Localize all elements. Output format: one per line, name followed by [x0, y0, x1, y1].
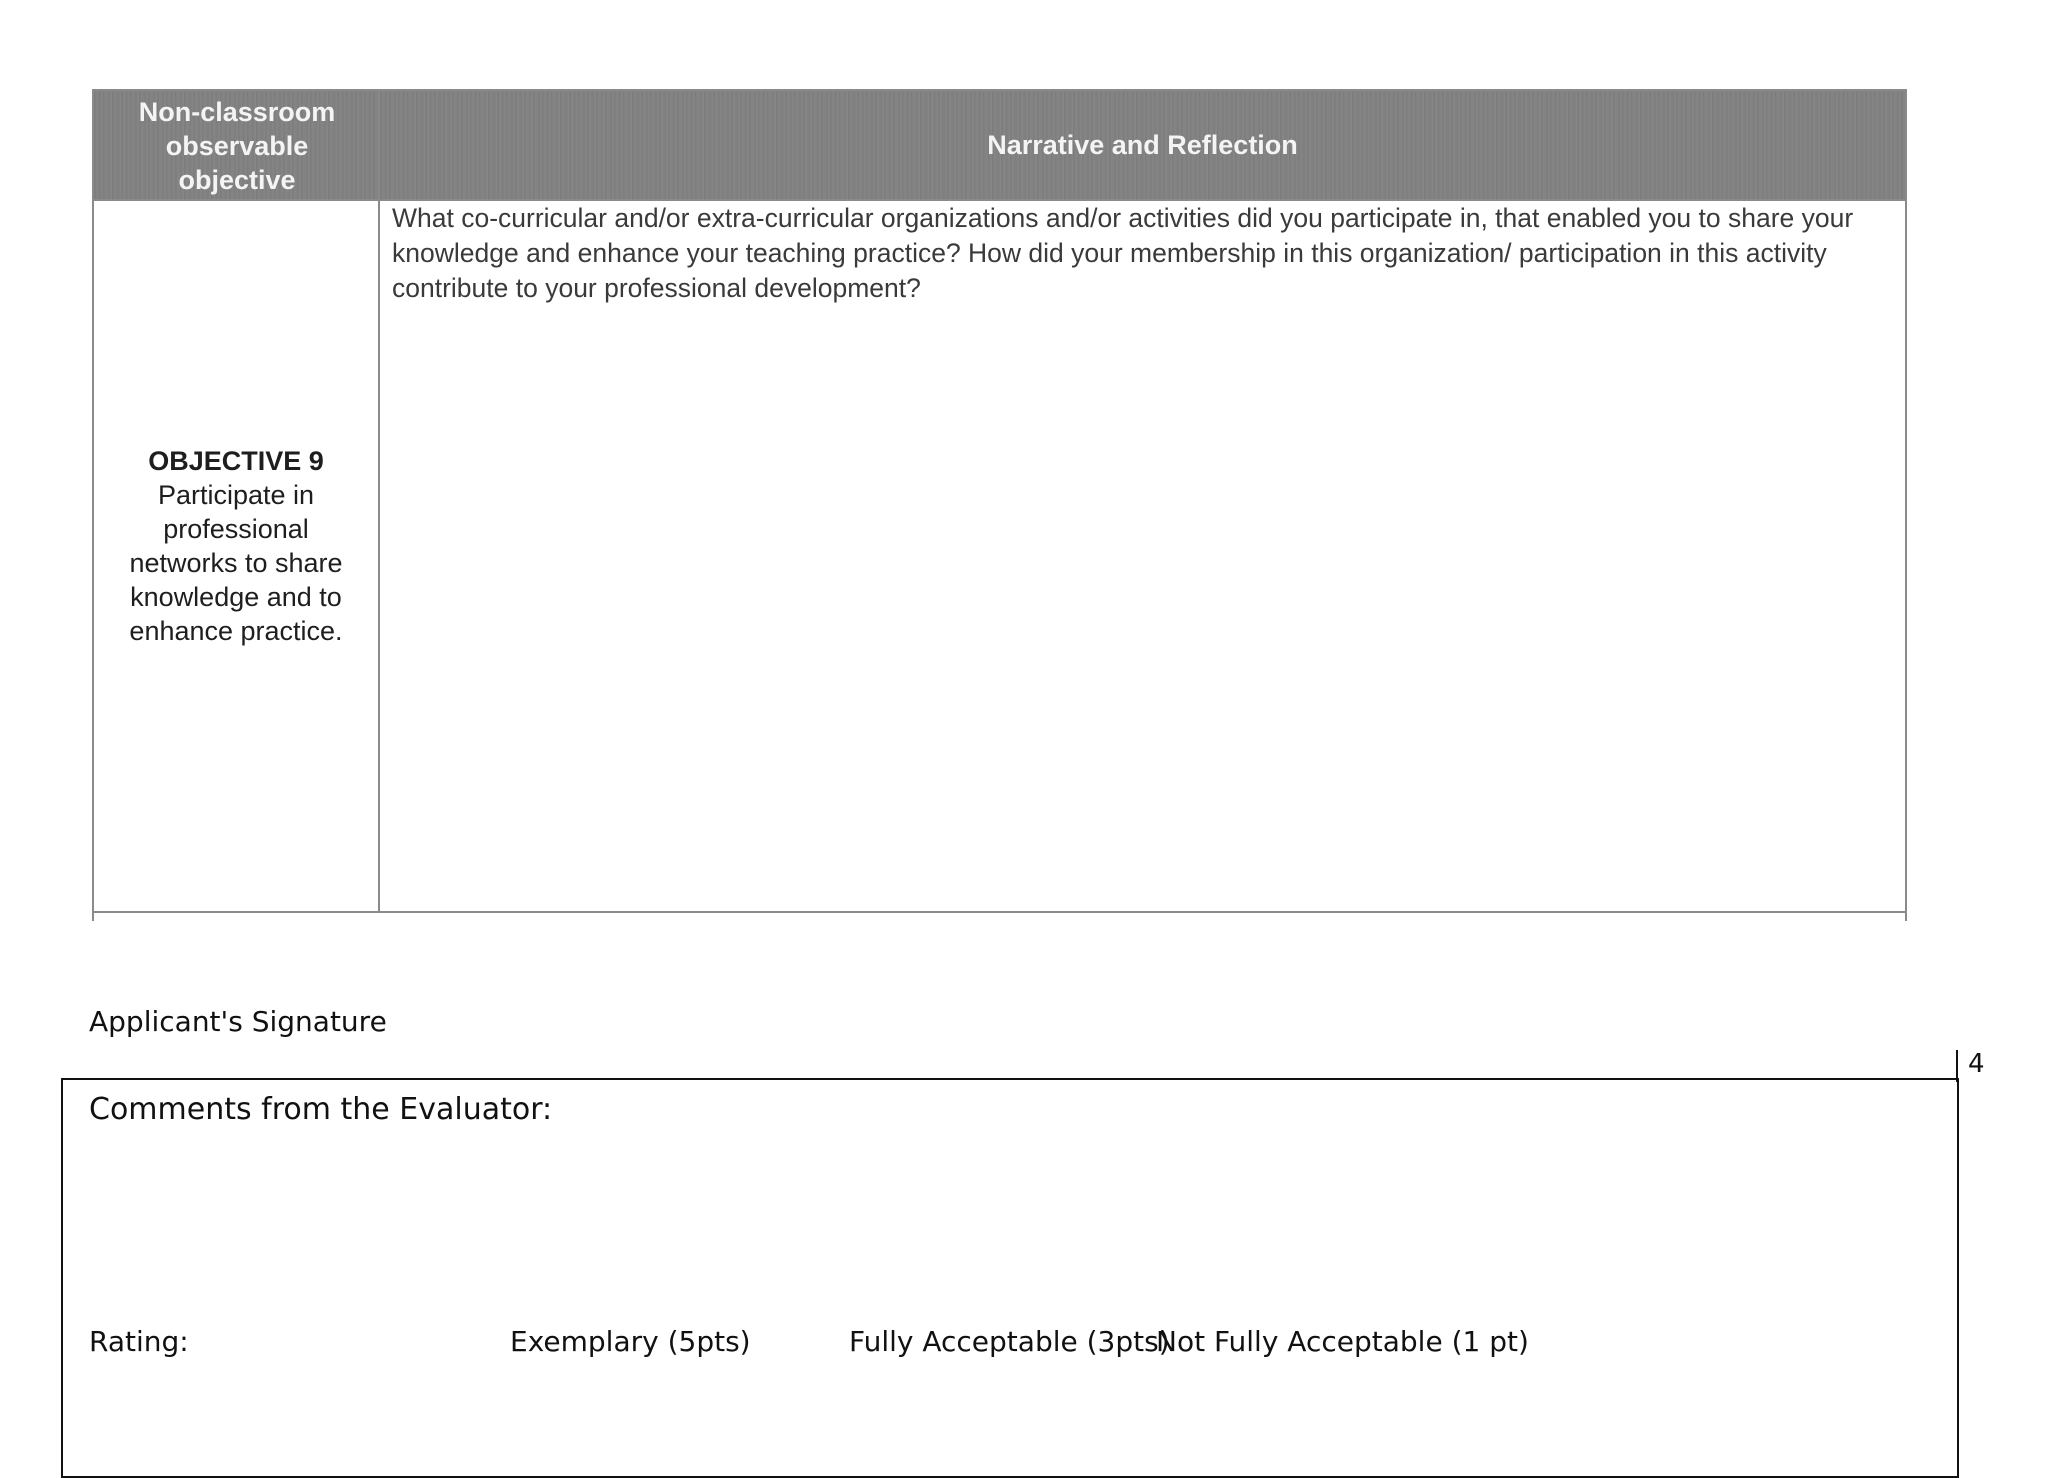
narrative-prompt: What co-curricular and/or extra-curricular organizations and/or activities did you participate in, that enabled you to share your knowledge and enhance your teaching practice? How did your membership in this organization/ participation in this activity contribute to your professional development?: [392, 203, 1854, 303]
objective-cell: [94, 201, 378, 911]
table-edge-tick: [1905, 911, 1907, 921]
rating-option-not-fully-acceptable: Not Fully Acceptable (1 pt): [1156, 1325, 1529, 1358]
objective-table: [92, 89, 1907, 913]
table-edge-tick: [92, 911, 94, 921]
header-non-classroom-objective: [94, 91, 380, 200]
column-divider: [378, 91, 380, 911]
objective-description: Participate in professional networks to share knowledge and to enhance practice.: [129, 480, 343, 646]
page-number: 4: [1968, 1049, 1985, 1079]
evaluator-comments-box: [61, 1078, 1959, 1478]
header-right-text: Narrative and Reflection: [987, 130, 1298, 160]
rating-label: Rating:: [89, 1325, 189, 1358]
rating-option-exemplary: Exemplary (5pts): [510, 1325, 751, 1358]
header-left-text: Non-classroom observable objective: [138, 96, 336, 195]
evaluator-comments-title: Comments from the Evaluator:: [89, 1092, 553, 1127]
applicant-signature-label: Applicant's Signature: [89, 1005, 387, 1038]
header-narrative-reflection: [380, 91, 1905, 200]
rating-option-fully-acceptable: Fully Acceptable (3pts): [849, 1325, 1170, 1358]
objective-title: OBJECTIVE 9: [148, 446, 324, 476]
